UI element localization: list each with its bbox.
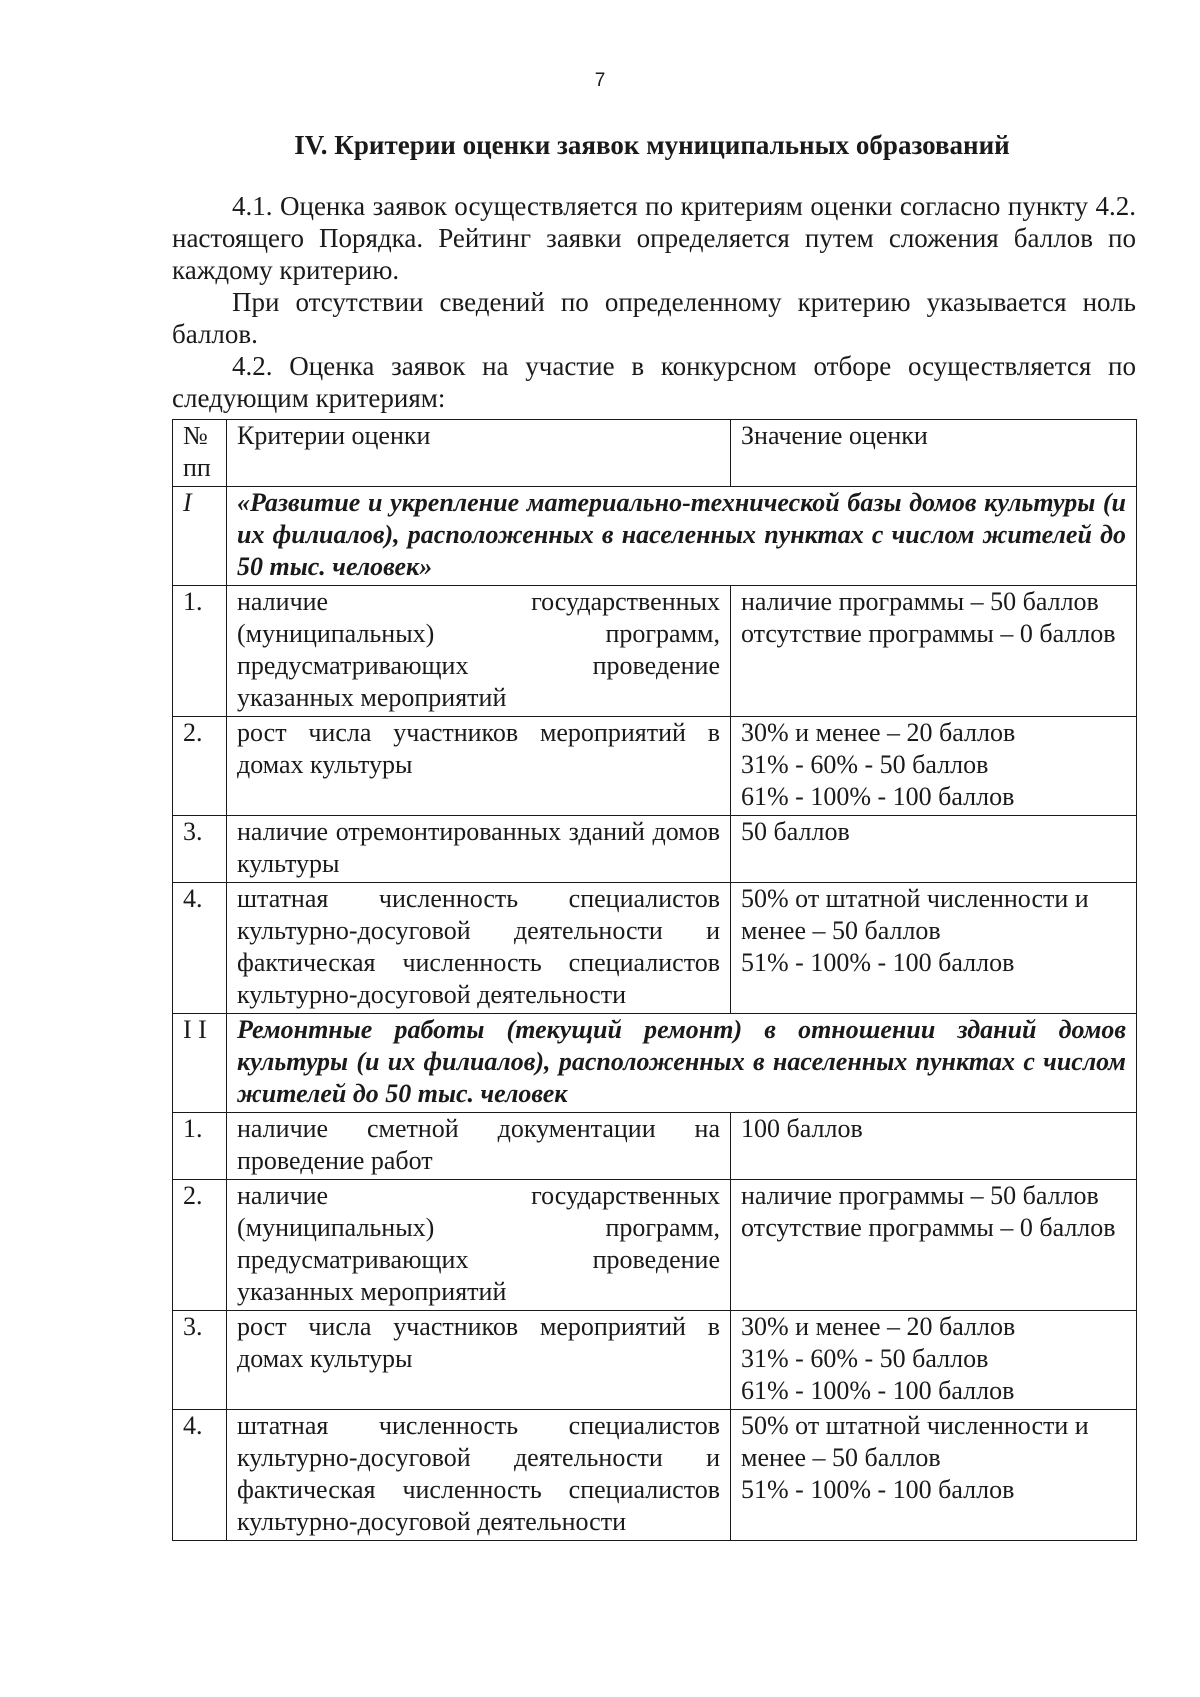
value-cell bbox=[731, 1180, 1137, 1311]
criteria-cell: штатная численность специалистов культурно-досуговой деятельности и фактическая численность специалистов культурно-досуговой деятельности bbox=[227, 1410, 731, 1541]
table-row bbox=[173, 586, 1137, 717]
value-cell bbox=[731, 816, 1137, 883]
row-number: 3. bbox=[173, 1311, 227, 1410]
page-number: 7 bbox=[594, 70, 606, 91]
header-criteria: Критерии оценки bbox=[227, 420, 731, 487]
value-line: 50% от штатной численности и менее – 50 баллов bbox=[741, 884, 1089, 945]
table-row bbox=[173, 1180, 1137, 1311]
value-line: 50% от штатной численности и менее – 50 баллов bbox=[741, 1411, 1089, 1472]
criteria-cell: рост числа участников мероприятий в домах культуры bbox=[227, 717, 731, 816]
value-line: отсутствие программы – 0 баллов bbox=[741, 619, 1116, 648]
paragraph-4-2: 4.2. Оценка заявок на участие в конкурсном отборе осуществляется по следующим критериям: bbox=[172, 351, 1136, 413]
criteria-table-body bbox=[173, 420, 1137, 1541]
row-number: 2. bbox=[173, 717, 227, 816]
value-line: 31% - 60% - 50 баллов bbox=[741, 750, 989, 779]
value-line: наличие программы – 50 баллов bbox=[741, 1181, 1099, 1210]
value-line: наличие программы – 50 баллов bbox=[741, 587, 1099, 616]
value-line: 51% - 100% - 100 баллов bbox=[741, 1475, 1015, 1504]
body-text bbox=[172, 190, 1136, 414]
value-cell bbox=[731, 883, 1137, 1014]
value-line: 30% и менее – 20 баллов bbox=[741, 718, 1016, 747]
table-row bbox=[173, 1410, 1137, 1541]
table-row bbox=[173, 1311, 1137, 1410]
value-line: 61% - 100% - 100 баллов bbox=[741, 1376, 1015, 1405]
paragraph-4-1: 4.1. Оценка заявок осуществляется по критериям оценки согласно пункту 4.2. настоящего Порядка. Рейтинг заявки определяется путем сложения баллов по каждому критерию. bbox=[172, 191, 1136, 285]
section-number: I I bbox=[173, 1014, 227, 1113]
criteria-cell: штатная численность специалистов культурно-досуговой деятельности и фактическая численность специалистов культурно-досуговой деятельности bbox=[227, 883, 731, 1014]
value-cell bbox=[731, 1410, 1137, 1541]
section-title: Ремонтные работы (текущий ремонт) в отношении зданий домов культуры (и их филиалов), расположенных в населенных пунктах с числом жителей до 50 тыс. человек bbox=[227, 1014, 1137, 1113]
value-line: 51% - 100% - 100 баллов bbox=[741, 948, 1015, 977]
table-header-row bbox=[173, 420, 1137, 487]
value-line: 100 баллов bbox=[741, 1114, 863, 1143]
value-line: 61% - 100% - 100 баллов bbox=[741, 782, 1015, 811]
criteria-cell: наличие отремонтированных зданий домов культуры bbox=[227, 816, 731, 883]
section-number: I bbox=[173, 487, 227, 586]
row-number: 2. bbox=[173, 1180, 227, 1311]
row-number: 4. bbox=[173, 1410, 227, 1541]
row-number: 1. bbox=[173, 1113, 227, 1180]
criteria-cell: рост числа участников мероприятий в домах культуры bbox=[227, 1311, 731, 1410]
section-row bbox=[173, 1014, 1137, 1113]
table-row bbox=[173, 816, 1137, 883]
criteria-table bbox=[172, 419, 1137, 1541]
header-num: № пп bbox=[173, 420, 227, 487]
value-line: 31% - 60% - 50 баллов bbox=[741, 1344, 989, 1373]
value-line: 50 баллов bbox=[741, 817, 850, 846]
header-value: Значение оценки bbox=[731, 420, 1137, 487]
criteria-cell: наличие государственных (муниципальных) программ, предусматривающих проведение указанных мероприятий bbox=[227, 586, 731, 717]
value-cell bbox=[731, 1113, 1137, 1180]
section-row bbox=[173, 487, 1137, 586]
value-cell bbox=[731, 1311, 1137, 1410]
value-line: отсутствие программы – 0 баллов bbox=[741, 1213, 1116, 1242]
section-title: «Развитие и укрепление материально-технической базы домов культуры (и их филиалов), расположенных в населенных пунктах с числом жителей до 50 тыс. человек» bbox=[227, 487, 1137, 586]
value-line: 30% и менее – 20 баллов bbox=[741, 1312, 1016, 1341]
value-cell bbox=[731, 586, 1137, 717]
table-row bbox=[173, 883, 1137, 1014]
table-row bbox=[173, 1113, 1137, 1180]
value-cell bbox=[731, 717, 1137, 816]
paragraph-zero-points: При отсутствии сведений по определенному критерию указывается ноль баллов. bbox=[172, 287, 1136, 349]
row-number: 1. bbox=[173, 586, 227, 717]
table-row bbox=[173, 717, 1137, 816]
section-heading: IV. Критерии оценки заявок муниципальных образований bbox=[294, 130, 1010, 160]
row-number: 3. bbox=[173, 816, 227, 883]
criteria-cell: наличие сметной документации на проведение работ bbox=[227, 1113, 731, 1180]
row-number: 4. bbox=[173, 883, 227, 1014]
criteria-cell: наличие государственных (муниципальных) программ, предусматривающих проведение указанных мероприятий bbox=[227, 1180, 731, 1311]
